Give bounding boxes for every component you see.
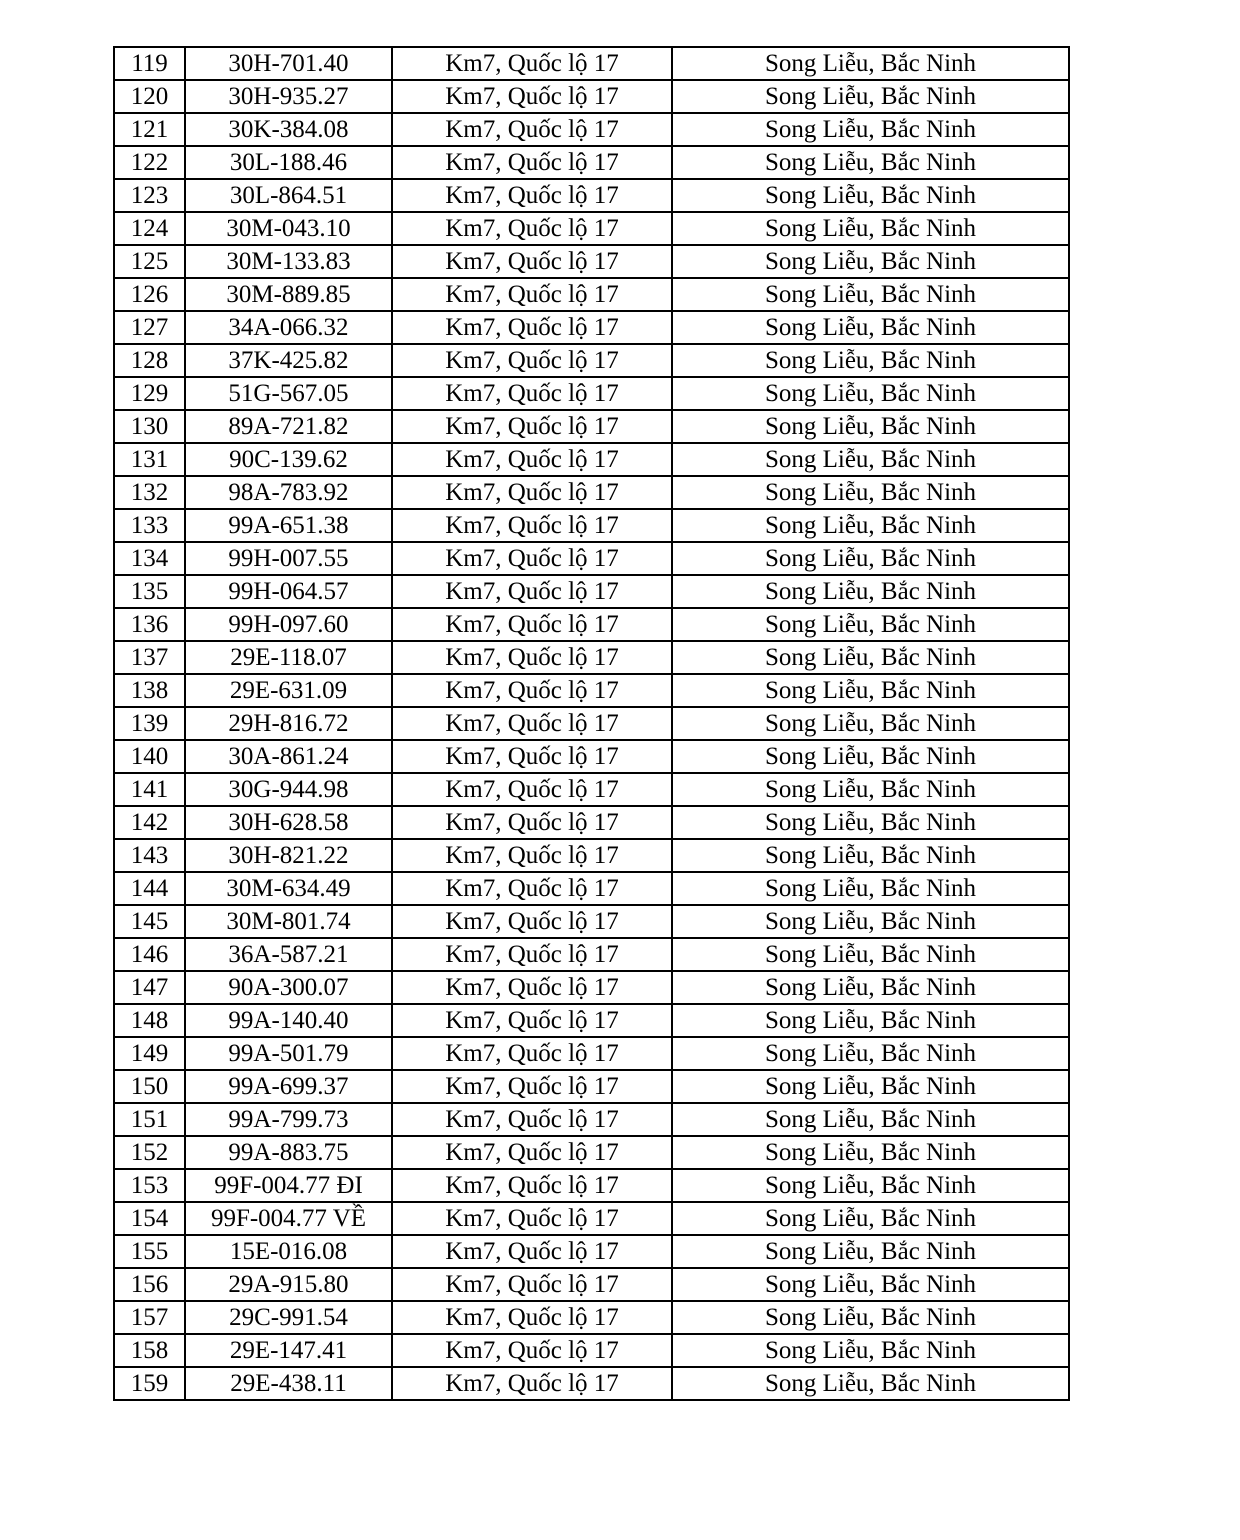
location-cell: Km7, Quốc lộ 17: [392, 773, 672, 806]
table-row: [114, 1334, 1069, 1367]
table-row: [114, 1301, 1069, 1334]
table-row: [114, 1103, 1069, 1136]
area-cell: Song Liễu, Bắc Ninh: [672, 377, 1069, 410]
location-cell: Km7, Quốc lộ 17: [392, 212, 672, 245]
location-cell: Km7, Quốc lộ 17: [392, 1070, 672, 1103]
license-plate-cell: 99A-501.79: [185, 1037, 392, 1070]
license-plate-cell: 30H-701.40: [185, 47, 392, 80]
area-cell: Song Liễu, Bắc Ninh: [672, 476, 1069, 509]
area-cell: Song Liễu, Bắc Ninh: [672, 1037, 1069, 1070]
location-cell: Km7, Quốc lộ 17: [392, 1037, 672, 1070]
table-body: [114, 47, 1069, 1400]
location-cell: Km7, Quốc lộ 17: [392, 1169, 672, 1202]
license-plate-cell: 29E-631.09: [185, 674, 392, 707]
license-plate-cell: 29E-438.11: [185, 1367, 392, 1400]
location-cell: Km7, Quốc lộ 17: [392, 80, 672, 113]
table-row: [114, 80, 1069, 113]
area-cell: Song Liễu, Bắc Ninh: [672, 80, 1069, 113]
license-plate-cell: 90A-300.07: [185, 971, 392, 1004]
license-plate-cell: 30M-043.10: [185, 212, 392, 245]
area-cell: Song Liễu, Bắc Ninh: [672, 1103, 1069, 1136]
area-cell: Song Liễu, Bắc Ninh: [672, 1334, 1069, 1367]
row-number-cell: 129: [114, 377, 185, 410]
table-row: [114, 674, 1069, 707]
area-cell: Song Liễu, Bắc Ninh: [672, 278, 1069, 311]
row-number-cell: 126: [114, 278, 185, 311]
area-cell: Song Liễu, Bắc Ninh: [672, 443, 1069, 476]
table-row: [114, 1136, 1069, 1169]
location-cell: Km7, Quốc lộ 17: [392, 476, 672, 509]
row-number-cell: 157: [114, 1301, 185, 1334]
location-cell: Km7, Quốc lộ 17: [392, 1136, 672, 1169]
location-cell: Km7, Quốc lộ 17: [392, 707, 672, 740]
location-cell: Km7, Quốc lộ 17: [392, 1367, 672, 1400]
area-cell: Song Liễu, Bắc Ninh: [672, 740, 1069, 773]
area-cell: Song Liễu, Bắc Ninh: [672, 872, 1069, 905]
area-cell: Song Liễu, Bắc Ninh: [672, 608, 1069, 641]
location-cell: Km7, Quốc lộ 17: [392, 443, 672, 476]
table-row: [114, 806, 1069, 839]
license-plate-cell: 30G-944.98: [185, 773, 392, 806]
table-row: [114, 1268, 1069, 1301]
area-cell: Song Liễu, Bắc Ninh: [672, 971, 1069, 1004]
license-plate-cell: 29A-915.80: [185, 1268, 392, 1301]
area-cell: Song Liễu, Bắc Ninh: [672, 113, 1069, 146]
location-cell: Km7, Quốc lộ 17: [392, 740, 672, 773]
table-row: [114, 542, 1069, 575]
location-cell: Km7, Quốc lộ 17: [392, 806, 672, 839]
table-row: [114, 1235, 1069, 1268]
location-cell: Km7, Quốc lộ 17: [392, 872, 672, 905]
table-row: [114, 278, 1069, 311]
location-cell: Km7, Quốc lộ 17: [392, 146, 672, 179]
row-number-cell: 146: [114, 938, 185, 971]
location-cell: Km7, Quốc lộ 17: [392, 1235, 672, 1268]
area-cell: Song Liễu, Bắc Ninh: [672, 212, 1069, 245]
area-cell: Song Liễu, Bắc Ninh: [672, 575, 1069, 608]
location-cell: Km7, Quốc lộ 17: [392, 938, 672, 971]
row-number-cell: 125: [114, 245, 185, 278]
license-plate-cell: 30M-133.83: [185, 245, 392, 278]
license-plate-cell: 30L-864.51: [185, 179, 392, 212]
license-plate-cell: 30A-861.24: [185, 740, 392, 773]
location-cell: Km7, Quốc lộ 17: [392, 1301, 672, 1334]
location-cell: Km7, Quốc lộ 17: [392, 509, 672, 542]
license-plate-cell: 30M-801.74: [185, 905, 392, 938]
area-cell: Song Liễu, Bắc Ninh: [672, 1004, 1069, 1037]
table-row: [114, 575, 1069, 608]
location-cell: Km7, Quốc lộ 17: [392, 410, 672, 443]
license-plate-cell: 29E-118.07: [185, 641, 392, 674]
area-cell: Song Liễu, Bắc Ninh: [672, 344, 1069, 377]
row-number-cell: 120: [114, 80, 185, 113]
row-number-cell: 121: [114, 113, 185, 146]
table-row: [114, 1004, 1069, 1037]
row-number-cell: 131: [114, 443, 185, 476]
row-number-cell: 156: [114, 1268, 185, 1301]
table-row: [114, 938, 1069, 971]
license-plate-cell: 29E-147.41: [185, 1334, 392, 1367]
license-plate-cell: 30M-889.85: [185, 278, 392, 311]
table-row: [114, 443, 1069, 476]
license-plate-cell: 34A-066.32: [185, 311, 392, 344]
row-number-cell: 152: [114, 1136, 185, 1169]
row-number-cell: 150: [114, 1070, 185, 1103]
row-number-cell: 133: [114, 509, 185, 542]
table-row: [114, 1367, 1069, 1400]
license-plate-cell: 99H-007.55: [185, 542, 392, 575]
license-plate-cell: 29H-816.72: [185, 707, 392, 740]
row-number-cell: 122: [114, 146, 185, 179]
area-cell: Song Liễu, Bắc Ninh: [672, 509, 1069, 542]
area-cell: Song Liễu, Bắc Ninh: [672, 1202, 1069, 1235]
license-plate-cell: 30H-628.58: [185, 806, 392, 839]
table-row: [114, 509, 1069, 542]
row-number-cell: 159: [114, 1367, 185, 1400]
area-cell: Song Liễu, Bắc Ninh: [672, 707, 1069, 740]
license-plate-cell: 15E-016.08: [185, 1235, 392, 1268]
location-cell: Km7, Quốc lộ 17: [392, 344, 672, 377]
license-plate-cell: 99F-004.77 VỀ: [185, 1202, 392, 1235]
area-cell: Song Liễu, Bắc Ninh: [672, 938, 1069, 971]
table-row: [114, 476, 1069, 509]
location-cell: Km7, Quốc lộ 17: [392, 113, 672, 146]
table-row: [114, 179, 1069, 212]
area-cell: Song Liễu, Bắc Ninh: [672, 839, 1069, 872]
table-row: [114, 1070, 1069, 1103]
row-number-cell: 128: [114, 344, 185, 377]
row-number-cell: 142: [114, 806, 185, 839]
area-cell: Song Liễu, Bắc Ninh: [672, 1367, 1069, 1400]
area-cell: Song Liễu, Bắc Ninh: [672, 641, 1069, 674]
location-cell: Km7, Quốc lộ 17: [392, 1334, 672, 1367]
row-number-cell: 127: [114, 311, 185, 344]
table-row: [114, 773, 1069, 806]
row-number-cell: 124: [114, 212, 185, 245]
location-cell: Km7, Quốc lộ 17: [392, 1004, 672, 1037]
area-cell: Song Liễu, Bắc Ninh: [672, 1268, 1069, 1301]
table-row: [114, 113, 1069, 146]
license-plate-cell: 30M-634.49: [185, 872, 392, 905]
license-plate-cell: 30H-935.27: [185, 80, 392, 113]
area-cell: Song Liễu, Bắc Ninh: [672, 1235, 1069, 1268]
license-plate-cell: 89A-721.82: [185, 410, 392, 443]
table-row: [114, 47, 1069, 80]
row-number-cell: 153: [114, 1169, 185, 1202]
table-row: [114, 410, 1069, 443]
area-cell: Song Liễu, Bắc Ninh: [672, 47, 1069, 80]
row-number-cell: 141: [114, 773, 185, 806]
row-number-cell: 158: [114, 1334, 185, 1367]
row-number-cell: 145: [114, 905, 185, 938]
row-number-cell: 151: [114, 1103, 185, 1136]
row-number-cell: 148: [114, 1004, 185, 1037]
license-plate-cell: 30L-188.46: [185, 146, 392, 179]
table-row: [114, 311, 1069, 344]
license-plate-cell: 99H-064.57: [185, 575, 392, 608]
license-plate-cell: 99A-883.75: [185, 1136, 392, 1169]
area-cell: Song Liễu, Bắc Ninh: [672, 245, 1069, 278]
table-row: [114, 1169, 1069, 1202]
table-row: [114, 971, 1069, 1004]
table-row: [114, 212, 1069, 245]
area-cell: Song Liễu, Bắc Ninh: [672, 905, 1069, 938]
table-row: [114, 740, 1069, 773]
location-cell: Km7, Quốc lộ 17: [392, 674, 672, 707]
area-cell: Song Liễu, Bắc Ninh: [672, 1301, 1069, 1334]
row-number-cell: 147: [114, 971, 185, 1004]
location-cell: Km7, Quốc lộ 17: [392, 971, 672, 1004]
area-cell: Song Liễu, Bắc Ninh: [672, 806, 1069, 839]
area-cell: Song Liễu, Bắc Ninh: [672, 1169, 1069, 1202]
location-cell: Km7, Quốc lộ 17: [392, 839, 672, 872]
row-number-cell: 134: [114, 542, 185, 575]
table-row: [114, 245, 1069, 278]
row-number-cell: 132: [114, 476, 185, 509]
location-cell: Km7, Quốc lộ 17: [392, 905, 672, 938]
area-cell: Song Liễu, Bắc Ninh: [672, 542, 1069, 575]
area-cell: Song Liễu, Bắc Ninh: [672, 773, 1069, 806]
license-plate-cell: 99A-140.40: [185, 1004, 392, 1037]
table-row: [114, 872, 1069, 905]
area-cell: Song Liễu, Bắc Ninh: [672, 146, 1069, 179]
row-number-cell: 137: [114, 641, 185, 674]
row-number-cell: 119: [114, 47, 185, 80]
table-row: [114, 146, 1069, 179]
area-cell: Song Liễu, Bắc Ninh: [672, 410, 1069, 443]
row-number-cell: 135: [114, 575, 185, 608]
table-row: [114, 1037, 1069, 1070]
license-plate-cell: 99H-097.60: [185, 608, 392, 641]
location-cell: Km7, Quốc lộ 17: [392, 641, 672, 674]
location-cell: Km7, Quốc lộ 17: [392, 245, 672, 278]
license-plate-cell: 29C-991.54: [185, 1301, 392, 1334]
area-cell: Song Liễu, Bắc Ninh: [672, 1136, 1069, 1169]
row-number-cell: 143: [114, 839, 185, 872]
table-row: [114, 707, 1069, 740]
license-plate-cell: 30K-384.08: [185, 113, 392, 146]
license-plate-cell: 36A-587.21: [185, 938, 392, 971]
location-cell: Km7, Quốc lộ 17: [392, 377, 672, 410]
license-plate-cell: 37K-425.82: [185, 344, 392, 377]
row-number-cell: 123: [114, 179, 185, 212]
area-cell: Song Liễu, Bắc Ninh: [672, 311, 1069, 344]
license-plate-cell: 98A-783.92: [185, 476, 392, 509]
location-cell: Km7, Quốc lộ 17: [392, 575, 672, 608]
location-cell: Km7, Quốc lộ 17: [392, 278, 672, 311]
license-plate-cell: 51G-567.05: [185, 377, 392, 410]
table-row: [114, 344, 1069, 377]
location-cell: Km7, Quốc lộ 17: [392, 1268, 672, 1301]
location-cell: Km7, Quốc lộ 17: [392, 1103, 672, 1136]
license-plate-cell: 99A-651.38: [185, 509, 392, 542]
row-number-cell: 136: [114, 608, 185, 641]
location-cell: Km7, Quốc lộ 17: [392, 542, 672, 575]
table-row: [114, 905, 1069, 938]
license-plate-cell: 90C-139.62: [185, 443, 392, 476]
license-plate-cell: 99A-699.37: [185, 1070, 392, 1103]
row-number-cell: 154: [114, 1202, 185, 1235]
location-cell: Km7, Quốc lộ 17: [392, 1202, 672, 1235]
row-number-cell: 130: [114, 410, 185, 443]
table-row: [114, 839, 1069, 872]
table-row: [114, 608, 1069, 641]
row-number-cell: 138: [114, 674, 185, 707]
table-row: [114, 1202, 1069, 1235]
row-number-cell: 139: [114, 707, 185, 740]
location-cell: Km7, Quốc lộ 17: [392, 47, 672, 80]
row-number-cell: 144: [114, 872, 185, 905]
table-row: [114, 641, 1069, 674]
license-plate-cell: 99F-004.77 ĐI: [185, 1169, 392, 1202]
location-cell: Km7, Quốc lộ 17: [392, 311, 672, 344]
location-cell: Km7, Quốc lộ 17: [392, 608, 672, 641]
row-number-cell: 149: [114, 1037, 185, 1070]
area-cell: Song Liễu, Bắc Ninh: [672, 179, 1069, 212]
license-plate-cell: 99A-799.73: [185, 1103, 392, 1136]
license-plate-cell: 30H-821.22: [185, 839, 392, 872]
area-cell: Song Liễu, Bắc Ninh: [672, 674, 1069, 707]
table-row: [114, 377, 1069, 410]
row-number-cell: 155: [114, 1235, 185, 1268]
area-cell: Song Liễu, Bắc Ninh: [672, 1070, 1069, 1103]
violations-table: [113, 46, 1070, 1401]
row-number-cell: 140: [114, 740, 185, 773]
location-cell: Km7, Quốc lộ 17: [392, 179, 672, 212]
